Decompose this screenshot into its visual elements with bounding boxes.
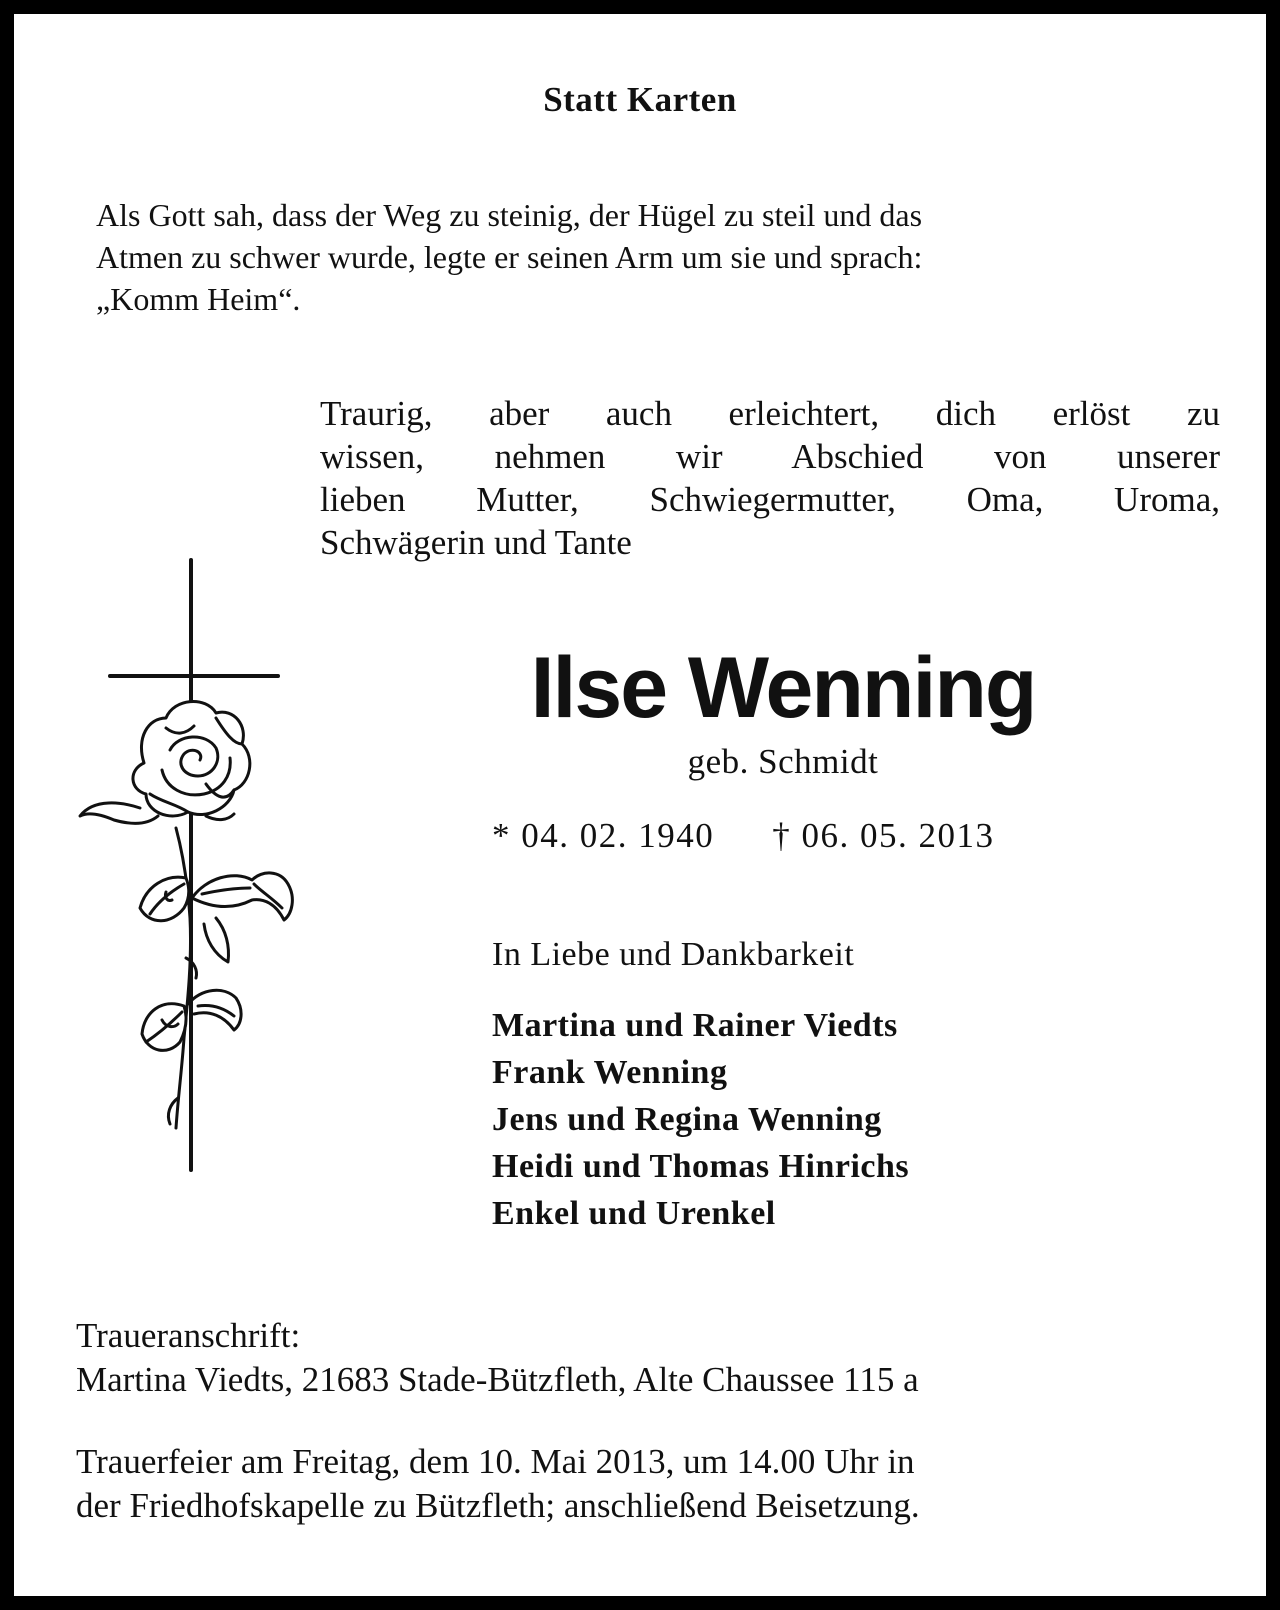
family-member: Heidi und Thomas Hinrichs [492, 1148, 910, 1185]
service-line: der Friedhofskapelle zu Bützfleth; anschließend Beisetzung. [76, 1486, 920, 1525]
poem-line: „Komm Heim“. [96, 281, 301, 317]
obituary-notice [14, 14, 1266, 1596]
funeral-service-info [76, 1440, 1224, 1528]
family-list [492, 1002, 909, 1237]
thanks-line: In Liebe und Dankbarkeit [492, 936, 855, 973]
family-member: Jens und Regina Wenning [492, 1101, 882, 1138]
birth-date: * 04. 02. 1940 [492, 816, 715, 855]
poem-text [96, 194, 1224, 320]
intro-line: Traurig, aber auch erleichtert, dich erlöst zu [320, 394, 1220, 433]
intro-text [320, 392, 1220, 564]
intro-line: Schwägerin und Tante [320, 523, 632, 562]
family-member: Frank Wenning [492, 1054, 728, 1091]
death-date: † 06. 05. 2013 [772, 816, 995, 855]
service-line: Trauerfeier am Freitag, dem 10. Mai 2013, um 14.00 Uhr in [76, 1442, 915, 1481]
poem-line: Als Gott sah, dass der Weg zu steinig, der Hügel zu steil und das [96, 197, 923, 233]
life-dates [492, 816, 995, 856]
headline: Statt Karten [543, 80, 737, 119]
address-label: Traueranschrift: [76, 1316, 301, 1355]
birth-name: geb. Schmidt [687, 742, 879, 781]
deceased-name: Ilse Wenning [530, 640, 1036, 736]
mourning-address [76, 1314, 919, 1402]
cross-with-rose-icon [66, 558, 302, 1178]
intro-line: wissen, nehmen wir Abschied von unserer [320, 437, 1220, 476]
address-line: Martina Viedts, 21683 Stade-Bützfleth, Alte Chaussee 115 a [76, 1360, 919, 1399]
family-member: Enkel und Urenkel [492, 1195, 776, 1232]
poem-line: Atmen zu schwer wurde, legte er seinen Arm um sie und sprach: [96, 239, 923, 275]
intro-line: lieben Mutter, Schwiegermutter, Oma, Uroma, [320, 480, 1220, 519]
family-member: Martina und Rainer Viedts [492, 1007, 898, 1044]
